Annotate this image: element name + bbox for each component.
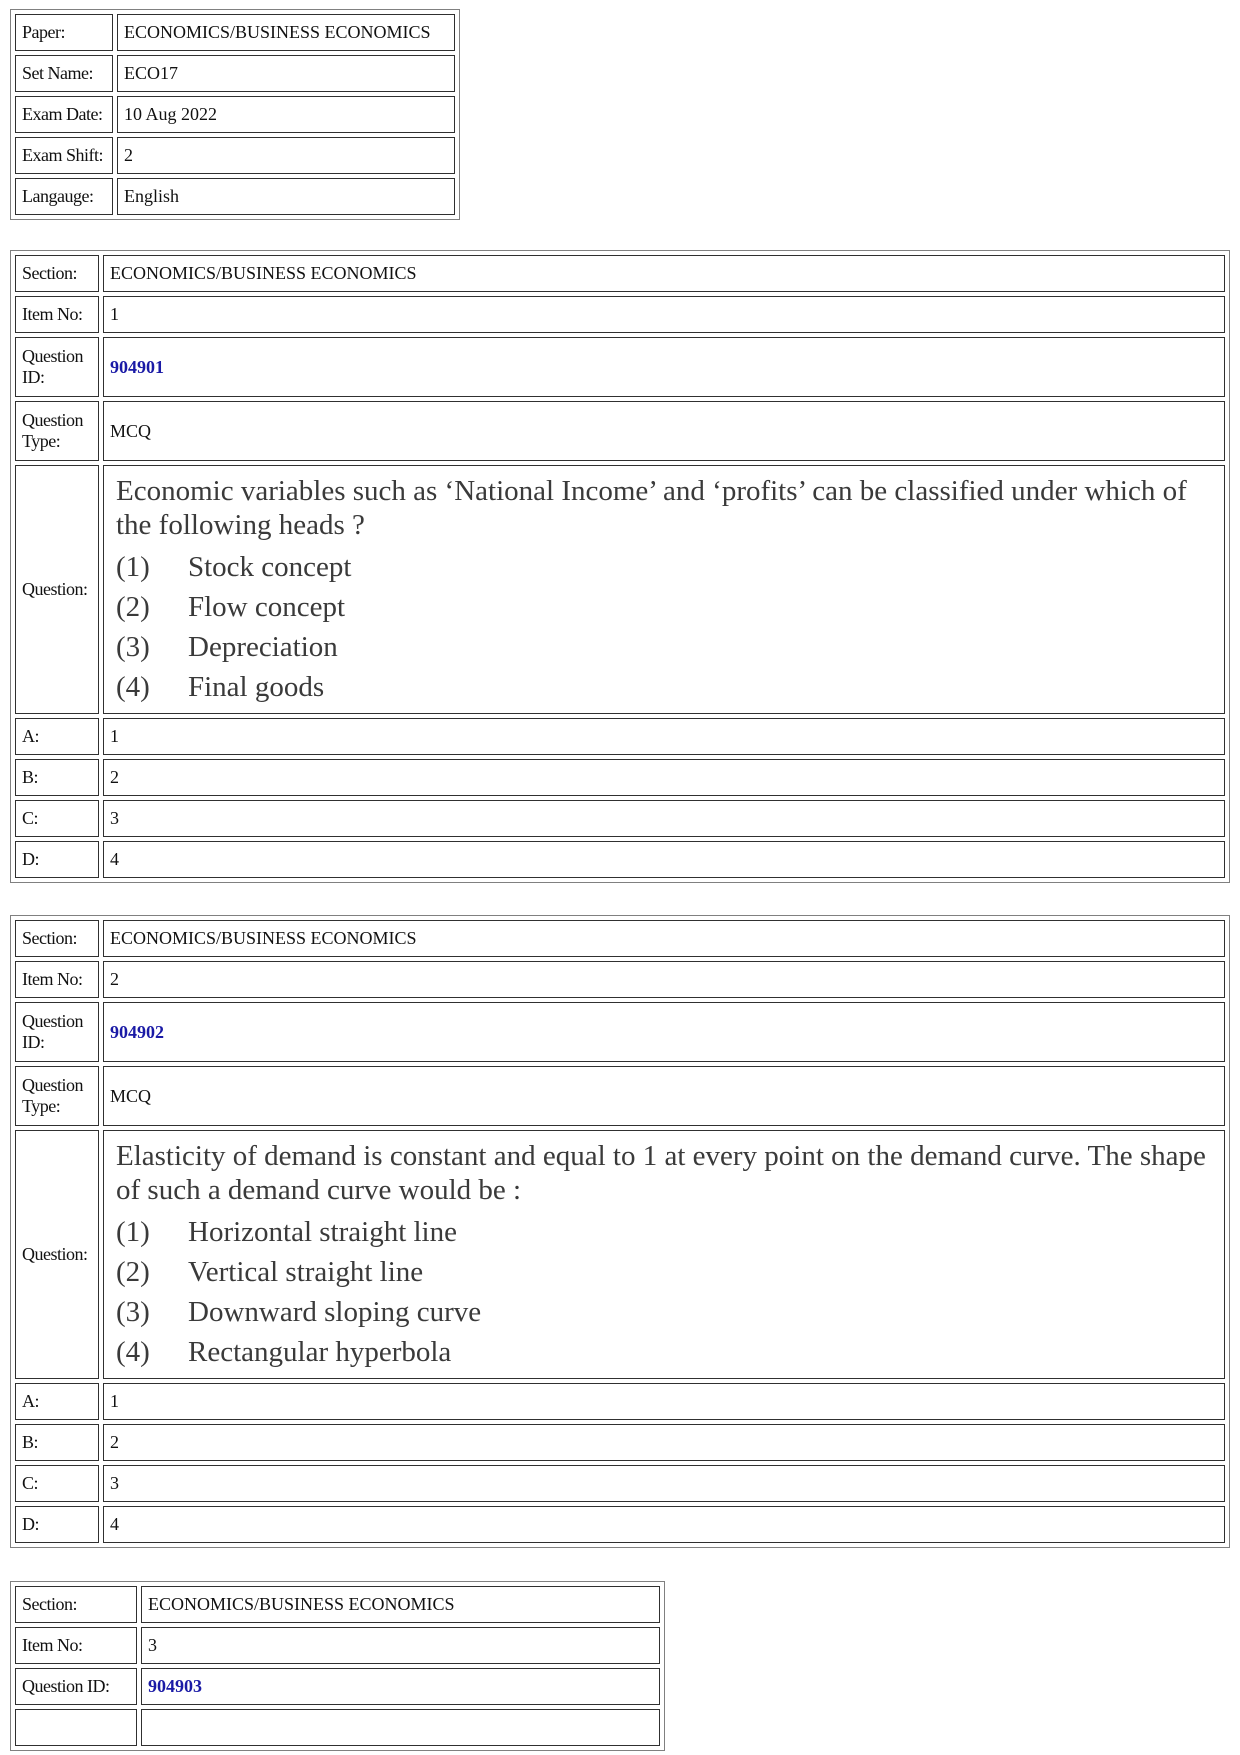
option-text: Vertical straight line	[188, 1256, 424, 1288]
item-no-value: 2	[103, 961, 1225, 998]
question-id-label: Question ID:	[15, 1668, 137, 1705]
section-label: Section:	[15, 1586, 137, 1623]
option-number: (1)	[116, 551, 150, 583]
question-type-row	[15, 1066, 1225, 1126]
section-value: ECONOMICS/BUSINESS ECONOMICS	[141, 1586, 660, 1623]
option-text: Flow concept	[188, 591, 346, 623]
set-name-row	[15, 55, 455, 92]
question-id-label: Question ID:	[15, 337, 99, 397]
language-row	[15, 178, 455, 215]
language-label: Langauge:	[15, 178, 113, 215]
item-no-row	[15, 961, 1225, 998]
exam-shift-value: 2	[117, 137, 455, 174]
option-number: (3)	[116, 1296, 150, 1328]
question-block-2	[10, 915, 1230, 1548]
answer-c-label: C:	[15, 800, 99, 837]
answer-d-label: D:	[15, 841, 99, 878]
answer-c-value: 3	[103, 800, 1225, 837]
answer-c-row	[15, 800, 1225, 837]
question-row	[15, 465, 1225, 714]
answer-b-label: B:	[15, 759, 99, 796]
section-value: ECONOMICS/BUSINESS ECONOMICS	[103, 255, 1225, 292]
question-block-3-clip	[10, 1581, 670, 1755]
option	[116, 587, 1216, 627]
exam-date-row	[15, 96, 455, 133]
section-label: Section:	[15, 920, 99, 957]
paper-value: ECONOMICS/BUSINESS ECONOMICS	[117, 14, 455, 51]
answer-d-value: 4	[103, 1506, 1225, 1543]
item-no-row	[15, 296, 1225, 333]
item-no-value: 3	[141, 1627, 660, 1664]
question-id-row	[15, 1002, 1225, 1062]
option	[116, 627, 1216, 667]
answer-b-label: B:	[15, 1424, 99, 1461]
answer-d-row	[15, 841, 1225, 878]
option	[116, 547, 1216, 587]
option-text: Horizontal straight line	[188, 1216, 457, 1248]
set-name-label: Set Name:	[15, 55, 113, 92]
set-name-value: ECO17	[117, 55, 455, 92]
option-number: (4)	[116, 671, 150, 703]
question-type-label: Question Type:	[15, 1066, 99, 1126]
question-id-label: Question ID:	[15, 1002, 99, 1062]
answer-d-value: 4	[103, 841, 1225, 878]
question-type-row	[15, 1709, 660, 1746]
answer-b-row	[15, 1424, 1225, 1461]
answer-a-value: 1	[103, 1383, 1225, 1420]
option-text: Rectangular hyperbola	[188, 1336, 452, 1368]
answer-c-value: 3	[103, 1465, 1225, 1502]
option-number: (4)	[116, 1336, 150, 1368]
option-number: (2)	[116, 591, 150, 623]
answer-b-value: 2	[103, 759, 1225, 796]
item-no-label: Item No:	[15, 961, 99, 998]
section-row	[15, 1586, 660, 1623]
paper-label: Paper:	[15, 14, 113, 51]
option	[116, 1292, 1216, 1332]
section-label: Section:	[15, 255, 99, 292]
question-content	[103, 465, 1225, 714]
exam-shift-row	[15, 137, 455, 174]
question-type-label	[15, 1709, 137, 1746]
question-content	[103, 1130, 1225, 1379]
option	[116, 1332, 1216, 1372]
question-id-value: 904903	[141, 1668, 660, 1705]
question-type-value: MCQ	[103, 1066, 1225, 1126]
item-no-label: Item No:	[15, 1627, 137, 1664]
question-type-label: Question Type:	[15, 401, 99, 461]
answer-b-row	[15, 759, 1225, 796]
option	[116, 1212, 1216, 1252]
question-id-row	[15, 1668, 660, 1705]
option	[116, 1252, 1216, 1292]
question-stem: Economic variables such as ‘National Income’ and ‘profits’ can be classified under which of the following heads ?	[116, 475, 1187, 541]
question-label: Question:	[15, 465, 99, 714]
question-type-row	[15, 401, 1225, 461]
option-text: Downward sloping curve	[188, 1296, 482, 1328]
question-type-value	[141, 1709, 660, 1746]
question-type-value: MCQ	[103, 401, 1225, 461]
exam-shift-label: Exam Shift:	[15, 137, 113, 174]
answer-c-label: C:	[15, 1465, 99, 1502]
question-label: Question:	[15, 1130, 99, 1379]
language-value: English	[117, 178, 455, 215]
answer-a-value: 1	[103, 718, 1225, 755]
question-block-3	[10, 1581, 665, 1751]
answer-a-label: A:	[15, 1383, 99, 1420]
question-id-value: 904902	[103, 1002, 1225, 1062]
question-id-row	[15, 337, 1225, 397]
question-block-1	[10, 250, 1230, 883]
answer-a-row	[15, 1383, 1225, 1420]
answer-c-row	[15, 1465, 1225, 1502]
option-number: (1)	[116, 1216, 150, 1248]
section-row	[15, 920, 1225, 957]
question-row	[15, 1130, 1225, 1379]
option-number: (2)	[116, 1256, 150, 1288]
option-text: Final goods	[188, 671, 325, 703]
option-number: (3)	[116, 631, 150, 663]
paper-row	[15, 14, 455, 51]
section-value: ECONOMICS/BUSINESS ECONOMICS	[103, 920, 1225, 957]
exam-date-value: 10 Aug 2022	[117, 96, 455, 133]
answer-a-label: A:	[15, 718, 99, 755]
option	[116, 667, 1216, 707]
question-stem: Elasticity of demand is constant and equal to 1 at every point on the demand curve. The shape of such a demand curve would be :	[116, 1140, 1206, 1206]
answer-b-value: 2	[103, 1424, 1225, 1461]
section-row	[15, 255, 1225, 292]
item-no-value: 1	[103, 296, 1225, 333]
answer-d-label: D:	[15, 1506, 99, 1543]
item-no-row	[15, 1627, 660, 1664]
item-no-label: Item No:	[15, 296, 99, 333]
question-id-value: 904901	[103, 337, 1225, 397]
answer-d-row	[15, 1506, 1225, 1543]
exam-info-table	[10, 9, 460, 220]
option-text: Depreciation	[188, 631, 338, 663]
answer-a-row	[15, 718, 1225, 755]
option-text: Stock concept	[188, 551, 352, 583]
exam-date-label: Exam Date:	[15, 96, 113, 133]
